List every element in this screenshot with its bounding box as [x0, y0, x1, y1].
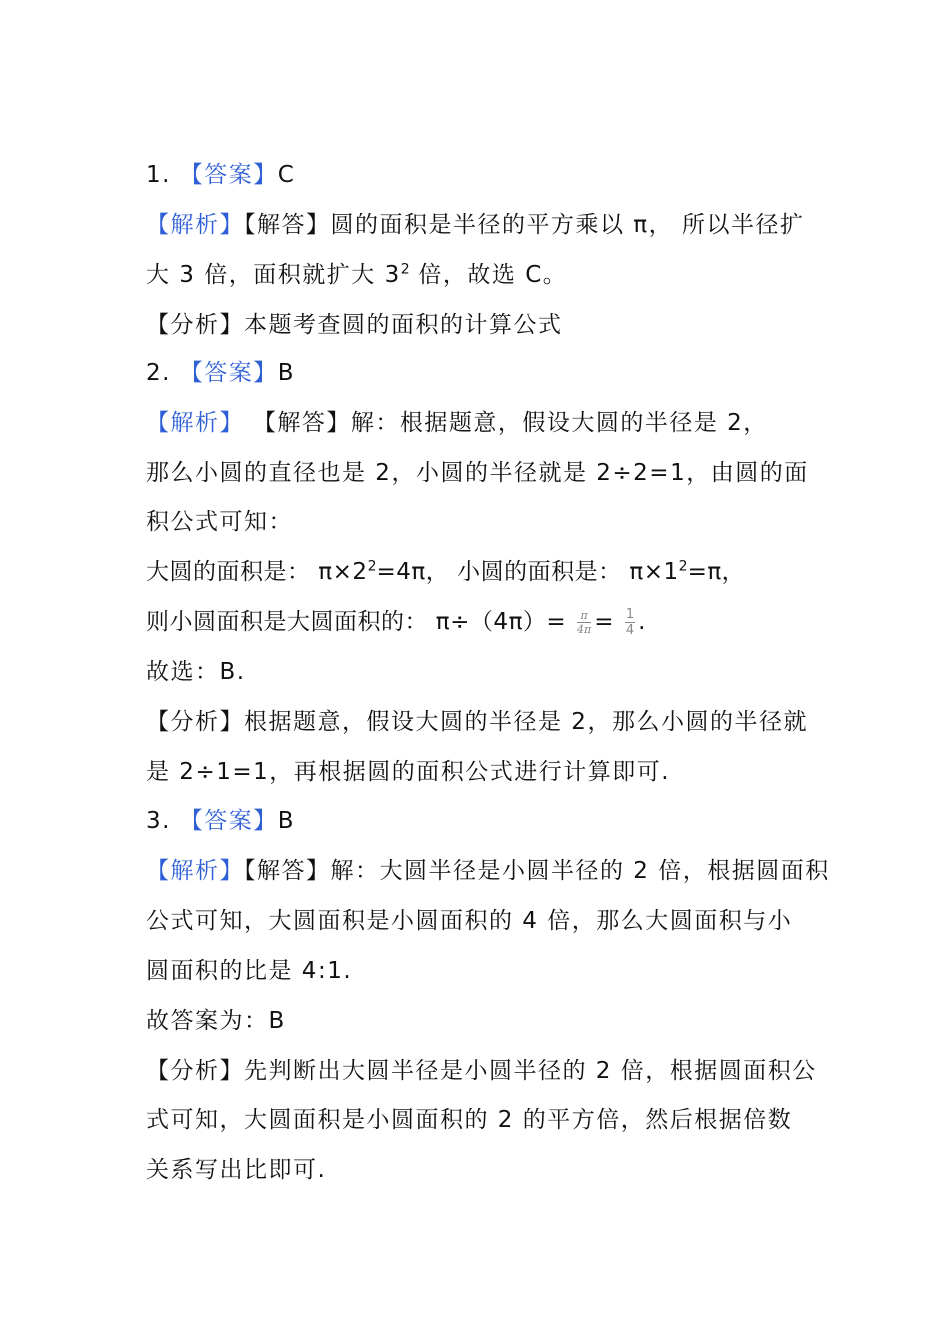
- solution-text: 倍，故选 C。: [409, 262, 568, 288]
- item-1-solution-line-2: [146, 255, 826, 295]
- solution-text: 圆的面积是半径的平方乘以 π， 所以半径扩: [330, 212, 805, 238]
- summary-text: 本题考查圆的面积的计算公式: [244, 312, 563, 338]
- answer-tag: 【答案】: [179, 360, 278, 386]
- solution-text: 解：大圆半径是小圆半径的 2 倍，根据圆面积: [330, 858, 830, 884]
- solution-tag: 【解答】: [252, 410, 351, 436]
- item-3-solution-line-2: [146, 901, 826, 941]
- item-2-area-line: [146, 552, 826, 592]
- solution-text: 那么小圆的直径也是 2，小圆的半径就是 2÷2=1，由圆的面: [146, 460, 809, 486]
- formula-text: 大圆的面积是： π×2: [146, 559, 368, 585]
- answer-value: B: [277, 808, 296, 834]
- item-3-summary-line-2: [146, 1100, 826, 1140]
- analysis-tag: 【解析】: [146, 858, 244, 884]
- solution-text: 公式可知，大圆面积是小圆面积的 4 倍，那么大圆面积与小: [146, 908, 793, 934]
- period: .: [638, 609, 646, 635]
- fraction-one-quarter: [625, 608, 635, 637]
- answer-tag: 【答案】: [179, 162, 278, 188]
- item-1-summary-line: [146, 305, 826, 345]
- formula-text: =4π， 小圆的面积是： π×1: [376, 559, 679, 585]
- summary-text: 先判断出大圆半径是小圆半径的 2 倍，根据圆面积公: [244, 1058, 817, 1084]
- solution-tag: 【解答】: [244, 212, 331, 238]
- summary-tag: 【分析】: [146, 312, 244, 338]
- item-3-solution-line-1: [146, 851, 830, 891]
- exponent: 2: [367, 558, 377, 575]
- fraction-denominator: 4π: [577, 623, 592, 636]
- formula-text: =π，: [687, 559, 746, 585]
- analysis-tag: 【解析】: [146, 410, 244, 436]
- solution-tag: 【解答】: [244, 858, 331, 884]
- item-2-summary-line-1: [146, 702, 826, 742]
- item-2-answer-line: [146, 353, 826, 393]
- exponent: 2: [400, 261, 410, 278]
- analysis-tag: 【解析】: [146, 212, 244, 238]
- item-number: 2.: [146, 360, 171, 386]
- answer-value: C: [277, 162, 296, 188]
- choice-text: 故答案为：B: [146, 1008, 286, 1034]
- summary-text: 是 2÷1=1，再根据圆的面积公式进行计算即可.: [146, 759, 671, 785]
- item-3-choice-line: [146, 1001, 826, 1041]
- summary-text: 关系写出比即可.: [146, 1157, 327, 1183]
- item-2-choice-line: [146, 652, 826, 692]
- summary-tag: 【分析】: [146, 709, 244, 735]
- formula-text: 则小圆面积是大圆面积的： π÷（4π）=: [146, 609, 567, 635]
- fraction-numerator: 1: [625, 607, 635, 622]
- item-3-summary-line-3: [146, 1150, 826, 1190]
- choice-text: 故选：B.: [146, 659, 246, 685]
- item-2-solution-line-1: [146, 403, 826, 443]
- item-number: 1.: [146, 162, 171, 188]
- fraction-denominator: 4: [625, 623, 635, 638]
- item-2-summary-line-2: [146, 752, 826, 792]
- solution-text: 圆面积的比是 4:1.: [146, 958, 353, 984]
- item-1-answer-line: [146, 155, 826, 195]
- solution-text: 解：根据题意，假设大圆的半径是 2，: [350, 410, 768, 436]
- solution-text: 积公式可知：: [146, 509, 293, 535]
- solution-text: 大 3 倍，面积就扩大 3: [146, 262, 401, 288]
- summary-tag: 【分析】: [146, 1058, 244, 1084]
- fraction-pi-over-4pi: [577, 610, 591, 635]
- item-3-solution-line-3: [146, 951, 826, 991]
- item-3-summary-line-1: [146, 1051, 826, 1091]
- answer-value: B: [277, 360, 296, 386]
- item-number: 3.: [146, 808, 171, 834]
- exponent: 2: [678, 558, 688, 575]
- item-2-ratio-line: [146, 602, 826, 642]
- summary-text: 式可知，大圆面积是小圆面积的 2 的平方倍，然后根据倍数: [146, 1107, 793, 1133]
- item-1-solution-line-1: [146, 205, 826, 245]
- summary-text: 根据题意，假设大圆的半径是 2，那么小圆的半径就: [244, 709, 808, 735]
- item-2-solution-line-2: [146, 453, 826, 493]
- item-3-answer-line: [146, 801, 826, 841]
- equals-sign: =: [594, 609, 615, 635]
- fraction-numerator: π: [577, 610, 591, 623]
- item-2-solution-line-3: [146, 502, 826, 542]
- answer-tag: 【答案】: [179, 808, 278, 834]
